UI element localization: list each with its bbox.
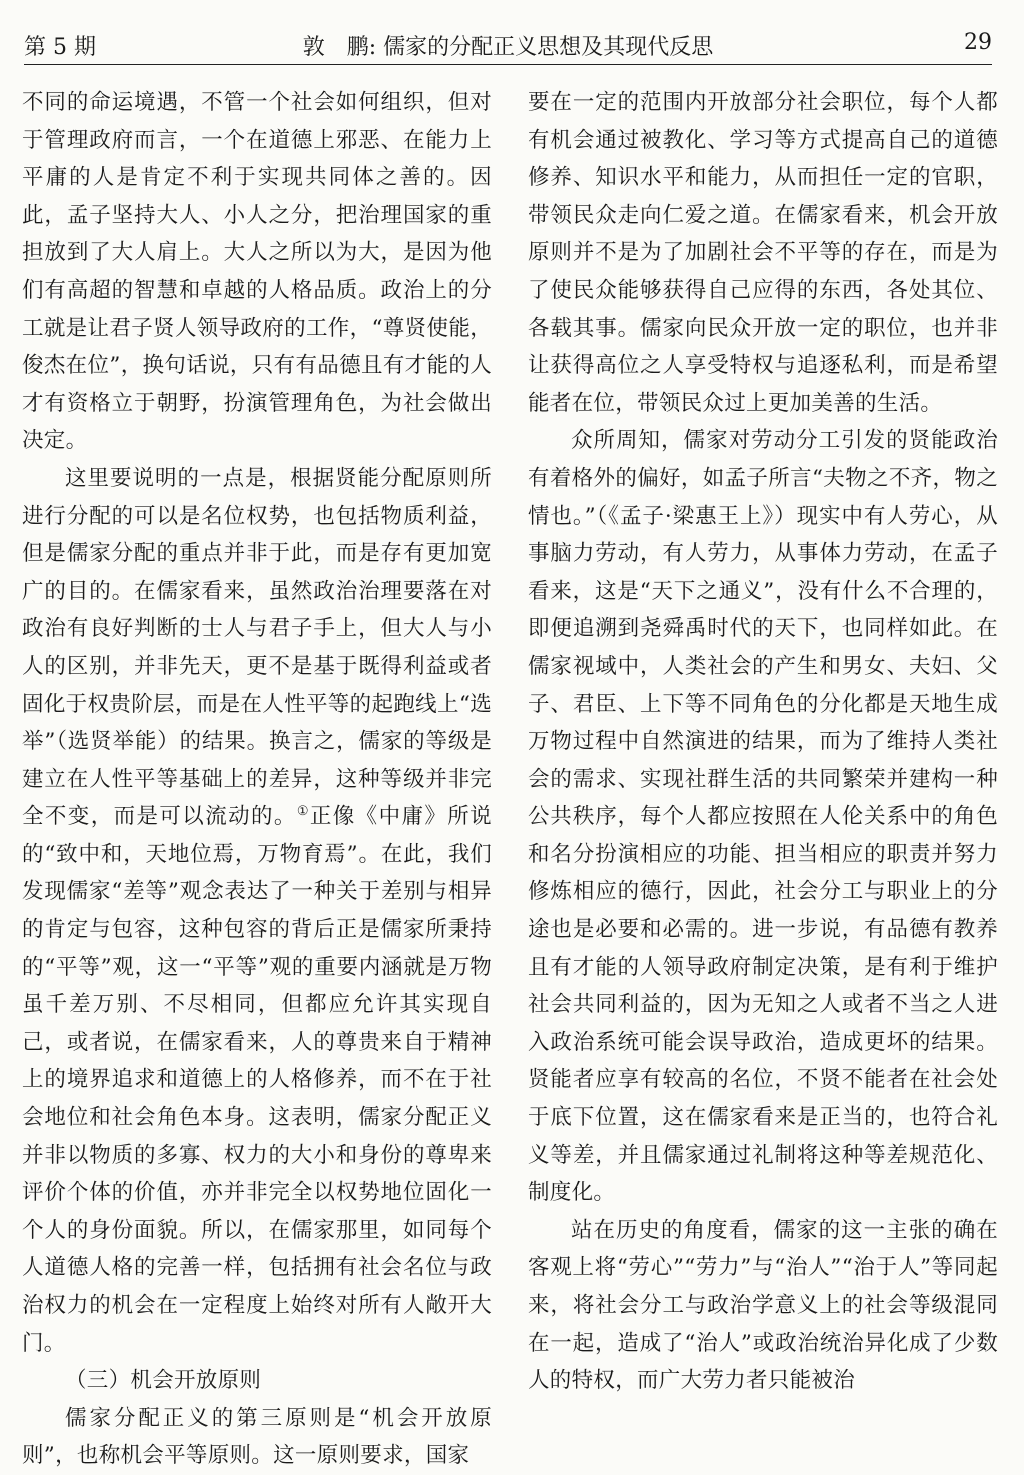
paragraph-text: 这里要说明的一点是，根据贤能分配原则所进行分配的可以是名位权势，也包括物质利益，但是儒家分配的重点并非于此，而是存有更加宽广的目的。在儒家看来，虽然政治治理要落在对政治有良好判断的士人与君子手上，但大人与小人的区别，并非先天，更不是基于既得利益或者固化于权贵阶层，而是在人性平等的起跑线上“选举”（选贤举能）的结果。换言之，儒家的等级是建立在人性平等基础上的差异，这种等级并非完全不变，而是可以流动的。 <box>22 465 492 830</box>
paragraph: 不同的命运境遇，不管一个社会如何组织，但对于管理政府而言，一个在道德上邪恶、在能力上平庸的人是肯定不利于实现共同体之善的。因此，孟子坚持大人、小人之分，把治理国家的重担放到了大人肩上。大人之所以为大，是因为他们有高超的智慧和卓越的人格品质。政治上的分工就是让君子贤人领导政府的工作，“尊贤使能，俊杰在位”，换句话说，只有有品德且有才能的人才有资格立于朝野，扮演管理角色，为社会做出决定。 <box>22 90 492 454</box>
left-column <box>22 84 492 1475</box>
issue-number: 第 5 期 <box>24 35 96 60</box>
footnote-marker[interactable]: ① <box>296 804 310 820</box>
paragraph: 要在一定的范围内开放部分社会职位，每个人都有机会通过被教化、学习等方式提高自己的道德修养、知识水平和能力，从而担任一定的官职，带领民众走向仁爱之道。在儒家看来，机会开放原则并不是为了加剧社会不平等的存在，而是为了使民众能够获得自己应得的东西，各处其位、各载其事。儒家向民众开放一定的职位，也并非让获得高位之人享受特权与追逐私利，而是希望能者在位，带领民众过上更加美善的生活。 <box>528 90 998 416</box>
right-column <box>528 84 998 1400</box>
paragraph: 众所周知，儒家对劳动分工引发的贤能政治有着格外的偏好，如孟子所言“夫物之不齐，物之情也。”（《孟子·梁惠王上》）现实中有人劳心，从事脑力劳动，有人劳力，从事体力劳动，在孟子看来，这是“天下之通义”，没有什么不合理的，即便追溯到尧舜禹时代的天下，也同样如此。在儒家视域中，人类社会的产生和男女、夫妇、父子、君臣、上下等不同角色的分化都是天地生成万物过程中自然演进的结果，而为了维持人类社会的需求、实现社群生活的共同繁荣并建构一种公共秩序，每个人都应按照在人伦关系中的角色和名分扮演相应的功能、担当相应的职责并努力修炼相应的德行，因此，社会分工与职业上的分途也是必要和必需的。进一步说，有品德有教养且有才能的人领导政府制定决策，是有利于维护社会共同利益的，因为无知之人或者不当之人进入政治系统可能会误导政治，造成更坏的结果。贤能者应享有较高的名位，不贤不能者在社会处于底下位置，这在儒家看来是正当的，也符合礼义等差，并且儒家通过礼制将这种等差规范化、制度化。 <box>528 428 998 1206</box>
paragraph <box>22 460 492 1362</box>
paragraph-text: 正像《中庸》所说的“致中和，天地位焉，万物育焉”。在此，我们发现儒家“差等”观念表达了一种关于差别与相异的肯定与包容，这种包容的背后正是儒家所秉持的“平等”观，这一“平等”观的重要内涵就是万物虽千差万别、不尽相同，但都应允许其实现自己，或者说，在儒家看来，人的尊贵来自于精神上的境界追求和道德上的人格修养，而不在于社会地位和社会角色本身。这表明，儒家分配正义并非以物质的多寡、权力的大小和身份的尊卑来评价个体的价值，亦并非完全以权势地位固化一个人的身份面貌。所以，在儒家那里，如同每个人道德人格的完善一样，包括拥有社会名位与政治权力的机会在一定程度上始终对所有人敞开大门。 <box>22 804 492 1356</box>
paragraph: 站在历史的角度看，儒家的这一主张的确在客观上将“劳心”“劳力”与“治人”“治于人”等同起来，将社会分工与政治学意义上的社会等级混同在一起，造成了“治人”或政治统治异化成了少数人的特权，而广大劳力者只能被治 <box>528 1217 998 1394</box>
running-title: 敦 鹏: 儒家的分配正义思想及其现代反思 <box>302 35 714 60</box>
page-number: 29 <box>964 30 992 55</box>
paragraph: 儒家分配正义的第三原则是“机会开放原则”，也称机会平等原则。这一原则要求，国家 <box>22 1405 492 1469</box>
running-header <box>24 30 992 65</box>
section-subheading: （三）机会开放原则 <box>65 1368 262 1394</box>
